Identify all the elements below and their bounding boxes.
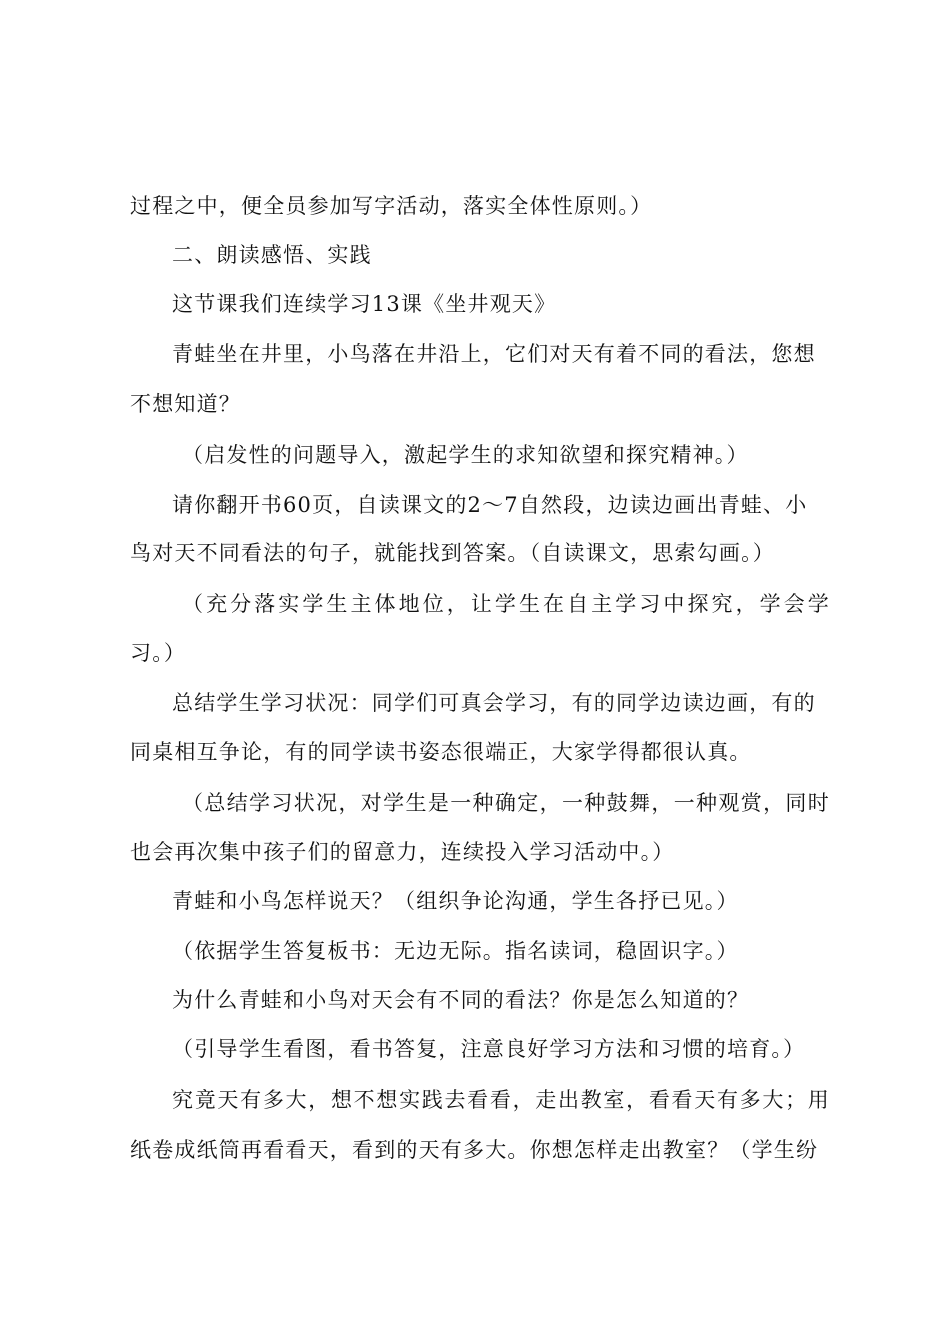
- text-line-19: 究竟天有多大，想不想实践去看看，走出教室，看看天有多大；用: [172, 1088, 830, 1112]
- text-line-18: （引导学生看图，看书答复，注意良好学习方法和习惯的培育。）: [172, 1037, 806, 1061]
- text-line-4: 青蛙坐在井里，小鸟落在井沿上，它们对天有着不同的看法，您想: [172, 342, 816, 366]
- text-line-20: 纸卷成纸筒再看看天，看到的天有多大。你想怎样走出教室？（学生纷: [130, 1138, 819, 1162]
- text-line-3: 这节课我们连续学习13课《坐井观天》: [172, 292, 557, 316]
- text-line-12: 同桌相互争论，有的同学读书姿态很端正，大家学得都很认真。: [130, 740, 752, 764]
- text-line-17: 为什么青蛙和小鸟对天会有不同的看法？你是怎么知道的？: [172, 988, 750, 1012]
- text-line-15: 青蛙和小鸟怎样说天？（组织争论沟通，学生各抒已见。）: [172, 889, 739, 913]
- text-line-11: 总结学生学习状况：同学们可真会学习，有的同学边读边画，有的: [172, 691, 816, 715]
- text-line-9: （充分落实学生主体地位，让学生在自主学习中探究，学会学: [182, 592, 830, 616]
- text-line-1: 过程之中，便全员参加写字活动，落实全体性原则。）: [130, 194, 653, 218]
- text-line-16: （依据学生答复板书：无边无际。指名读词，稳固识字。）: [172, 939, 739, 963]
- text-line-14: 也会再次集中孩子们的留意力，连续投入学习活动中。）: [130, 840, 675, 864]
- text-line-7: 请你翻开书60页，自读课文的2～7自然段，边读边画出青蛙、小: [172, 493, 808, 517]
- text-line-5: 不想知道？: [130, 392, 241, 416]
- text-line-8: 鸟对天不同看法的句子，就能找到答案。（自读课文，思索勾画。）: [130, 541, 775, 565]
- text-line-10: 习。）: [130, 641, 187, 665]
- section-heading: 二、朗读感悟、实践: [172, 243, 372, 267]
- text-line-6: （启发性的问题导入，激起学生的求知欲望和探究精神。）: [182, 443, 749, 467]
- text-line-13: （总结学习状况，对学生是一种确定，一种鼓舞，一种观赏，同时: [182, 791, 830, 815]
